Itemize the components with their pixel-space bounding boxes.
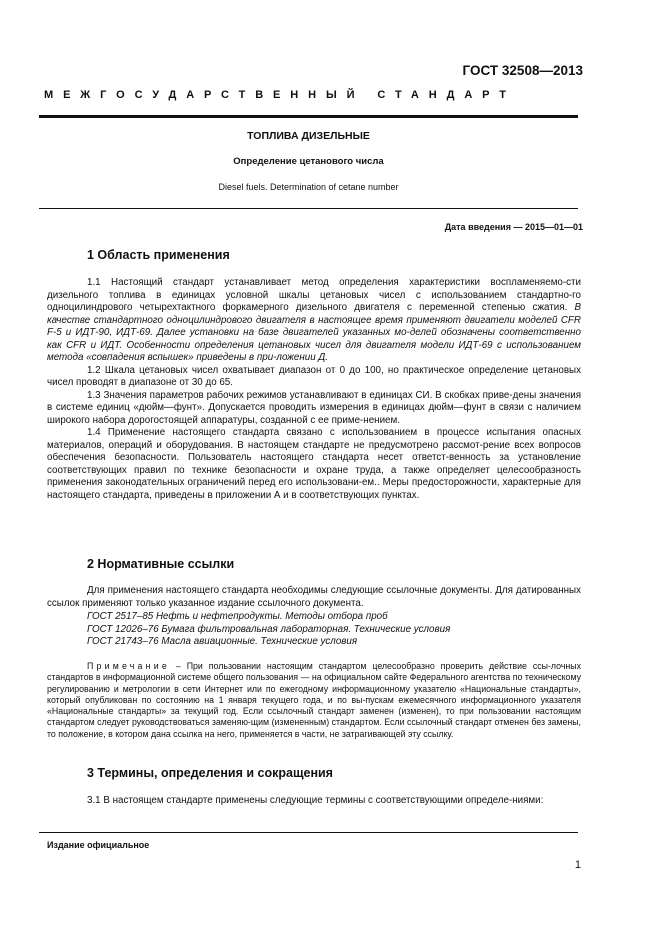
english-title: Diesel fuels. Determination of cetane number	[218, 182, 399, 192]
paragraph-1-2: 1.2 Шкала цетановых чисел охватывает диапазон от 0 до 100, но практическое определение цетановых чисел проводят в диапазоне от 30 до 65.	[47, 364, 581, 388]
paragraph-1-1-text: 1.1 Настоящий стандарт устанавливает метод определения характеристики воспламеняемо-сти дизельного топлива в единицах условной шкалы цетановых чисел с использованием стандартно-го одноцилиндрового четырехтактного форкамерного дизельного двигателя с переменной степенью сжатия.	[47, 277, 581, 313]
section-3-heading: 3 Термины, определения и сокращения	[87, 766, 333, 780]
header-divider	[39, 115, 578, 118]
note-label: Примечание	[87, 661, 170, 671]
reference-item: ГОСТ 2517–85 Нефть и нефтепродукты. Методы отбора проб	[87, 611, 388, 622]
paragraph-3-1: 3.1 В настоящем стандарте применены следующие термины с соответствующими определе-ниями:	[87, 795, 544, 806]
section-2-heading: 2 Нормативные ссылки	[87, 557, 235, 571]
paragraph-1-1-italic: В качестве стандартного одноцилиндрового двигателя в настоящее время применяют двигатели моделей CFR F-5 и ИДТ-90, ИДТ-69. Далее установки на базе двигателей указанных мо-делей обозначены соответственно как CFR и ИДТ. Особенности определения цетановых чисел для двигателя модели ИДТ-69 с использованием метода «совпадения вспышек» приведены в при-ложении Д.	[47, 302, 581, 363]
reference-item: ГОСТ 12026–76 Бумага фильтровальная лабораторная. Технические условия	[87, 623, 451, 635]
reference-list	[87, 611, 581, 649]
standard-type: МЕЖГОСУДАРСТВЕННЫЙ СТАНДАРТ	[44, 89, 516, 101]
section-1-heading: 1 Область применения	[87, 248, 230, 262]
document-title: ТОПЛИВА ДИЗЕЛЬНЫЕ	[247, 130, 370, 142]
section-1-body	[47, 277, 581, 502]
paragraph-1-4: 1.4 Применение настоящего стандарта связано с использованием в процессе испытания опасных материалов, операций и оборудования. В настоящем стандарте не предусмотрено рассмот-рение всех вопросов обеспечения безопасности. Пользователь настоящего стандарта несет ответст-венность за установление соответствующих правил по технике безопасности и охране труда, а также определяет целесообразность применения законодательных ограничений перед его использовани-ем.. Меры предосторожности, характерные для настоящего стандарта, приведены в приложении А и в соответствующих пунктах.	[47, 427, 581, 501]
gost-number: ГОСТ 32508—2013	[462, 63, 583, 78]
paragraph-2-intro: Для применения настоящего стандарта необходимы следующие ссылочные документы. Для датированных ссылок применяют только указанное издание ссылочного документа.	[47, 585, 581, 609]
page-number: 1	[574, 859, 581, 871]
paragraph-1-3: 1.3 Значения параметров рабочих режимов устанавливают в единицах СИ. В скобках приве-дены значения в системе единиц «дюйм—фунт». Допускается проводить измерения в единицах дюйм—фунт в связи с наличием широкого набора дорогостоящей аппаратуры, созданной с ее приме-нением.	[47, 389, 581, 426]
intro-date: Дата введения — 2015—01—01	[444, 222, 583, 232]
title-divider	[39, 208, 578, 209]
reference-item: ГОСТ 21743–76 Масла авиационные. Технические условия	[87, 636, 358, 647]
document-subtitle: Определение цетанового числа	[233, 156, 384, 167]
note-paragraph	[47, 661, 581, 740]
note-block	[47, 661, 581, 740]
section-2-intro	[47, 585, 581, 610]
note-text: – При пользовании настоящим стандартом целесообразно проверить действие ссы-лочных стандартов в информационной системе общего пользования — на официальном сайте Федерального агентства по техническому регулированию и метрологии в сети Интернет или по ежегодному информационному указателю «Национальные стандарты», который опубликован по состоянию на 1 января текущего года, и по вы-пускам ежемесячного информационного указателя «Национальные стандарты» за текущий год. Если ссылочный стандарт заменен (изменен), то при пользовании настоящим стандартом следует руководствоваться заменяю-щим (измененным) стандартом. Если ссылочный стандарт отменен без замены, то положение, в котором дана ссылка на него, применяется в части, не затрагивающей эту ссылку.	[47, 661, 581, 739]
edition-label: Издание официальное	[47, 840, 150, 850]
section-3-body	[47, 795, 581, 808]
footer-divider	[39, 832, 578, 833]
paragraph-1-1	[47, 277, 581, 365]
